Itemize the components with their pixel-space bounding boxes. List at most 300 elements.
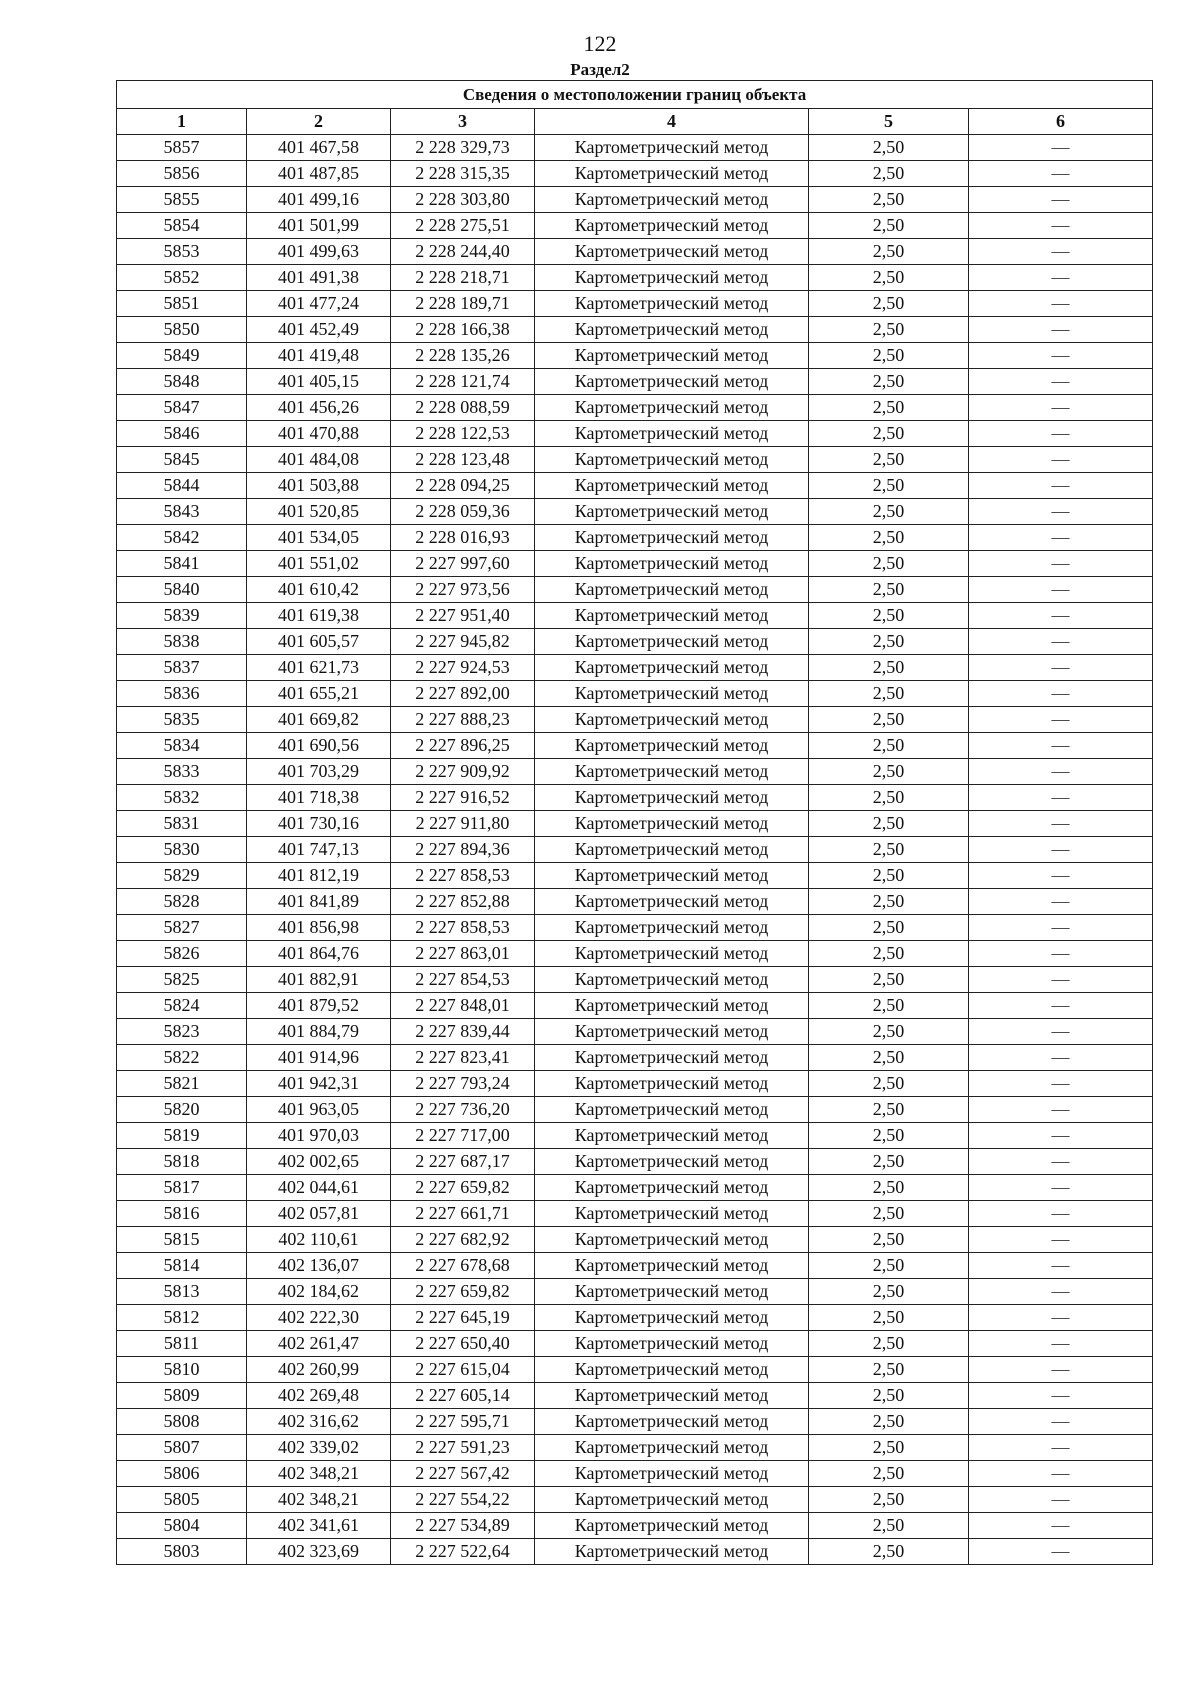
cell-description: —: [969, 317, 1153, 343]
cell-coord-y: 2 227 682,92: [391, 1227, 535, 1253]
cell-point-number: 5852: [117, 265, 247, 291]
cell-accuracy: 2,50: [809, 213, 969, 239]
cell-accuracy: 2,50: [809, 577, 969, 603]
table-row: [117, 1331, 1153, 1357]
cell-coord-x: 401 619,38: [247, 603, 391, 629]
cell-coord-y: 2 227 896,25: [391, 733, 535, 759]
cell-point-number: 5845: [117, 447, 247, 473]
table-row: [117, 1227, 1153, 1253]
cell-method: Картометрический метод: [535, 135, 809, 161]
cell-coord-y: 2 227 945,82: [391, 629, 535, 655]
cell-coord-y: 2 227 554,22: [391, 1487, 535, 1513]
cell-accuracy: 2,50: [809, 941, 969, 967]
cell-coord-y: 2 228 135,26: [391, 343, 535, 369]
cell-description: —: [969, 811, 1153, 837]
cell-accuracy: 2,50: [809, 447, 969, 473]
table-row: [117, 889, 1153, 915]
cell-point-number: 5812: [117, 1305, 247, 1331]
cell-point-number: 5821: [117, 1071, 247, 1097]
cell-description: —: [969, 655, 1153, 681]
table-body: [117, 135, 1153, 1565]
cell-description: —: [969, 889, 1153, 915]
cell-method: Картометрический метод: [535, 603, 809, 629]
cell-point-number: 5813: [117, 1279, 247, 1305]
cell-point-number: 5819: [117, 1123, 247, 1149]
table-row: [117, 1149, 1153, 1175]
cell-point-number: 5831: [117, 811, 247, 837]
cell-point-number: 5826: [117, 941, 247, 967]
cell-description: —: [969, 499, 1153, 525]
cell-description: —: [969, 941, 1153, 967]
cell-point-number: 5817: [117, 1175, 247, 1201]
cell-coord-x: 401 419,48: [247, 343, 391, 369]
table-row: [117, 1461, 1153, 1487]
cell-coord-x: 401 610,42: [247, 577, 391, 603]
table-row: [117, 1357, 1153, 1383]
cell-method: Картометрический метод: [535, 525, 809, 551]
cell-description: —: [969, 1045, 1153, 1071]
cell-accuracy: 2,50: [809, 1019, 969, 1045]
cell-description: —: [969, 1383, 1153, 1409]
cell-coord-y: 2 228 059,36: [391, 499, 535, 525]
cell-point-number: 5818: [117, 1149, 247, 1175]
cell-coord-y: 2 227 717,00: [391, 1123, 535, 1149]
cell-method: Картометрический метод: [535, 291, 809, 317]
cell-point-number: 5836: [117, 681, 247, 707]
cell-coord-y: 2 227 567,42: [391, 1461, 535, 1487]
cell-point-number: 5833: [117, 759, 247, 785]
cell-method: Картометрический метод: [535, 1279, 809, 1305]
cell-coord-x: 401 605,57: [247, 629, 391, 655]
cell-coord-y: 2 228 303,80: [391, 187, 535, 213]
cell-description: —: [969, 473, 1153, 499]
cell-point-number: 5815: [117, 1227, 247, 1253]
cell-method: Картометрический метод: [535, 317, 809, 343]
cell-point-number: 5832: [117, 785, 247, 811]
cell-method: Картометрический метод: [535, 1383, 809, 1409]
table-row: [117, 1383, 1153, 1409]
cell-coord-y: 2 227 591,23: [391, 1435, 535, 1461]
cell-coord-y: 2 227 615,04: [391, 1357, 535, 1383]
cell-coord-x: 402 110,61: [247, 1227, 391, 1253]
cell-coord-x: 401 491,38: [247, 265, 391, 291]
cell-accuracy: 2,50: [809, 1279, 969, 1305]
cell-accuracy: 2,50: [809, 655, 969, 681]
cell-method: Картометрический метод: [535, 1331, 809, 1357]
table-row: [117, 967, 1153, 993]
cell-method: Картометрический метод: [535, 1253, 809, 1279]
cell-method: Картометрический метод: [535, 1149, 809, 1175]
cell-coord-x: 401 730,16: [247, 811, 391, 837]
cell-point-number: 5855: [117, 187, 247, 213]
cell-coord-x: 401 452,49: [247, 317, 391, 343]
cell-point-number: 5856: [117, 161, 247, 187]
cell-accuracy: 2,50: [809, 1435, 969, 1461]
cell-coord-y: 2 228 189,71: [391, 291, 535, 317]
cell-coord-y: 2 227 659,82: [391, 1175, 535, 1201]
cell-accuracy: 2,50: [809, 863, 969, 889]
table-row: [117, 915, 1153, 941]
cell-coord-x: 401 914,96: [247, 1045, 391, 1071]
cell-description: —: [969, 785, 1153, 811]
cell-description: —: [969, 1097, 1153, 1123]
cell-description: —: [969, 707, 1153, 733]
cell-accuracy: 2,50: [809, 707, 969, 733]
cell-description: —: [969, 629, 1153, 655]
cell-coord-x: 401 856,98: [247, 915, 391, 941]
cell-coord-y: 2 227 916,52: [391, 785, 535, 811]
cell-coord-y: 2 227 645,19: [391, 1305, 535, 1331]
cell-method: Картометрический метод: [535, 915, 809, 941]
cell-coord-x: 401 841,89: [247, 889, 391, 915]
cell-coord-y: 2 227 650,40: [391, 1331, 535, 1357]
cell-point-number: 5848: [117, 369, 247, 395]
cell-accuracy: 2,50: [809, 1227, 969, 1253]
cell-point-number: 5851: [117, 291, 247, 317]
cell-accuracy: 2,50: [809, 915, 969, 941]
cell-method: Картометрический метод: [535, 707, 809, 733]
table-row: [117, 759, 1153, 785]
table-row: [117, 733, 1153, 759]
table-row: [117, 161, 1153, 187]
cell-method: Картометрический метод: [535, 1045, 809, 1071]
cell-description: —: [969, 1201, 1153, 1227]
table-row: [117, 395, 1153, 421]
cell-point-number: 5828: [117, 889, 247, 915]
cell-point-number: 5808: [117, 1409, 247, 1435]
table-row: [117, 1513, 1153, 1539]
cell-coord-x: 401 718,38: [247, 785, 391, 811]
cell-coord-y: 2 227 858,53: [391, 915, 535, 941]
cell-coord-y: 2 227 823,41: [391, 1045, 535, 1071]
table-row: [117, 187, 1153, 213]
cell-coord-y: 2 227 839,44: [391, 1019, 535, 1045]
cell-coord-x: 402 222,30: [247, 1305, 391, 1331]
cell-point-number: 5827: [117, 915, 247, 941]
table-row: [117, 1201, 1153, 1227]
cell-coord-x: 401 621,73: [247, 655, 391, 681]
cell-description: —: [969, 447, 1153, 473]
cell-point-number: 5839: [117, 603, 247, 629]
cell-point-number: 5807: [117, 1435, 247, 1461]
table-row: [117, 1019, 1153, 1045]
cell-coord-y: 2 227 924,53: [391, 655, 535, 681]
cell-coord-y: 2 227 736,20: [391, 1097, 535, 1123]
cell-coord-x: 401 963,05: [247, 1097, 391, 1123]
cell-accuracy: 2,50: [809, 1383, 969, 1409]
table-row: [117, 1305, 1153, 1331]
cell-description: —: [969, 1513, 1153, 1539]
cell-accuracy: 2,50: [809, 239, 969, 265]
cell-coord-x: 401 456,26: [247, 395, 391, 421]
cell-coord-x: 401 669,82: [247, 707, 391, 733]
cell-accuracy: 2,50: [809, 785, 969, 811]
cell-method: Картометрический метод: [535, 759, 809, 785]
cell-coord-x: 401 503,88: [247, 473, 391, 499]
table-row: [117, 707, 1153, 733]
cell-accuracy: 2,50: [809, 161, 969, 187]
cell-point-number: 5853: [117, 239, 247, 265]
cell-method: Картометрический метод: [535, 421, 809, 447]
cell-description: —: [969, 265, 1153, 291]
cell-point-number: 5844: [117, 473, 247, 499]
cell-method: Картометрический метод: [535, 213, 809, 239]
cell-method: Картометрический метод: [535, 1305, 809, 1331]
cell-description: —: [969, 551, 1153, 577]
cell-coord-y: 2 227 793,24: [391, 1071, 535, 1097]
cell-accuracy: 2,50: [809, 317, 969, 343]
cell-description: —: [969, 343, 1153, 369]
table-row: [117, 681, 1153, 707]
table-row: [117, 421, 1153, 447]
cell-description: —: [969, 1071, 1153, 1097]
table-row: [117, 1539, 1153, 1565]
table-row: [117, 447, 1153, 473]
cell-description: —: [969, 863, 1153, 889]
cell-accuracy: 2,50: [809, 1305, 969, 1331]
cell-point-number: 5840: [117, 577, 247, 603]
cell-description: —: [969, 161, 1153, 187]
cell-coord-y: 2 227 858,53: [391, 863, 535, 889]
cell-method: Картометрический метод: [535, 889, 809, 915]
cell-point-number: 5835: [117, 707, 247, 733]
cell-accuracy: 2,50: [809, 993, 969, 1019]
cell-description: —: [969, 681, 1153, 707]
cell-method: Картометрический метод: [535, 1175, 809, 1201]
cell-coord-y: 2 227 595,71: [391, 1409, 535, 1435]
cell-coord-x: 402 002,65: [247, 1149, 391, 1175]
column-header-6: 6: [969, 109, 1153, 135]
table-row: [117, 993, 1153, 1019]
cell-point-number: 5809: [117, 1383, 247, 1409]
cell-point-number: 5834: [117, 733, 247, 759]
cell-coord-x: 402 260,99: [247, 1357, 391, 1383]
cell-method: Картометрический метод: [535, 1435, 809, 1461]
cell-coord-y: 2 228 329,73: [391, 135, 535, 161]
cell-point-number: 5837: [117, 655, 247, 681]
table-row: [117, 525, 1153, 551]
cell-accuracy: 2,50: [809, 499, 969, 525]
cell-method: Картометрический метод: [535, 1227, 809, 1253]
cell-accuracy: 2,50: [809, 1123, 969, 1149]
table-title: Сведения о местоположении границ объекта: [117, 81, 1153, 109]
cell-coord-y: 2 227 687,17: [391, 1149, 535, 1175]
cell-method: Картометрический метод: [535, 447, 809, 473]
cell-description: —: [969, 1253, 1153, 1279]
cell-accuracy: 2,50: [809, 1513, 969, 1539]
cell-coord-y: 2 228 016,93: [391, 525, 535, 551]
cell-accuracy: 2,50: [809, 473, 969, 499]
cell-method: Картометрический метод: [535, 941, 809, 967]
table-row: [117, 837, 1153, 863]
column-header-3: 3: [391, 109, 535, 135]
cell-coord-y: 2 227 911,80: [391, 811, 535, 837]
cell-method: Картометрический метод: [535, 1019, 809, 1045]
cell-coord-y: 2 227 534,89: [391, 1513, 535, 1539]
cell-point-number: 5825: [117, 967, 247, 993]
cell-point-number: 5820: [117, 1097, 247, 1123]
cell-point-number: 5846: [117, 421, 247, 447]
table-caption-row: [117, 81, 1153, 109]
cell-point-number: 5814: [117, 1253, 247, 1279]
cell-accuracy: 2,50: [809, 811, 969, 837]
cell-description: —: [969, 1331, 1153, 1357]
table-row: [117, 863, 1153, 889]
cell-description: —: [969, 1279, 1153, 1305]
cell-method: Картометрический метод: [535, 1071, 809, 1097]
cell-description: —: [969, 915, 1153, 941]
cell-accuracy: 2,50: [809, 525, 969, 551]
table-row: [117, 1253, 1153, 1279]
table-row: [117, 1123, 1153, 1149]
cell-coord-y: 2 227 951,40: [391, 603, 535, 629]
cell-method: Картометрический метод: [535, 811, 809, 837]
cell-description: —: [969, 1019, 1153, 1045]
table-row: [117, 1435, 1153, 1461]
cell-coord-y: 2 228 088,59: [391, 395, 535, 421]
cell-point-number: 5849: [117, 343, 247, 369]
cell-coord-x: 401 879,52: [247, 993, 391, 1019]
cell-method: Картометрический метод: [535, 733, 809, 759]
column-header-1: 1: [117, 109, 247, 135]
cell-description: —: [969, 421, 1153, 447]
cell-coord-x: 402 316,62: [247, 1409, 391, 1435]
cell-coord-x: 401 467,58: [247, 135, 391, 161]
section-title: Раздел2: [570, 60, 630, 79]
table-row: [117, 1045, 1153, 1071]
cell-accuracy: 2,50: [809, 1045, 969, 1071]
cell-point-number: 5829: [117, 863, 247, 889]
table-row: [117, 317, 1153, 343]
cell-method: Картометрический метод: [535, 1201, 809, 1227]
cell-method: Картометрический метод: [535, 967, 809, 993]
cell-coord-x: 401 882,91: [247, 967, 391, 993]
cell-coord-x: 401 864,76: [247, 941, 391, 967]
table-row: [117, 629, 1153, 655]
cell-method: Картометрический метод: [535, 1513, 809, 1539]
cell-point-number: 5805: [117, 1487, 247, 1513]
cell-coord-x: 401 703,29: [247, 759, 391, 785]
page-number: 122: [583, 31, 617, 56]
cell-accuracy: 2,50: [809, 1357, 969, 1383]
cell-description: —: [969, 603, 1153, 629]
cell-coord-y: 2 228 218,71: [391, 265, 535, 291]
cell-coord-x: 401 470,88: [247, 421, 391, 447]
column-header-5: 5: [809, 109, 969, 135]
cell-coord-x: 401 884,79: [247, 1019, 391, 1045]
cell-point-number: 5854: [117, 213, 247, 239]
cell-accuracy: 2,50: [809, 967, 969, 993]
cell-point-number: 5830: [117, 837, 247, 863]
cell-accuracy: 2,50: [809, 369, 969, 395]
cell-description: —: [969, 577, 1153, 603]
cell-coord-y: 2 227 848,01: [391, 993, 535, 1019]
cell-description: —: [969, 1175, 1153, 1201]
cell-coord-y: 2 227 997,60: [391, 551, 535, 577]
cell-accuracy: 2,50: [809, 1331, 969, 1357]
cell-accuracy: 2,50: [809, 395, 969, 421]
cell-coord-x: 401 477,24: [247, 291, 391, 317]
cell-description: —: [969, 993, 1153, 1019]
cell-description: —: [969, 1461, 1153, 1487]
cell-accuracy: 2,50: [809, 1071, 969, 1097]
table-row: [117, 785, 1153, 811]
table-row: [117, 213, 1153, 239]
cell-coord-y: 2 227 659,82: [391, 1279, 535, 1305]
cell-description: —: [969, 733, 1153, 759]
column-header-2: 2: [247, 109, 391, 135]
cell-point-number: 5810: [117, 1357, 247, 1383]
cell-coord-y: 2 228 123,48: [391, 447, 535, 473]
cell-description: —: [969, 1357, 1153, 1383]
table-row: [117, 577, 1153, 603]
cell-description: —: [969, 967, 1153, 993]
cell-method: Картометрический метод: [535, 499, 809, 525]
cell-point-number: 5841: [117, 551, 247, 577]
cell-coord-x: 401 499,63: [247, 239, 391, 265]
cell-accuracy: 2,50: [809, 733, 969, 759]
cell-description: —: [969, 1409, 1153, 1435]
cell-point-number: 5838: [117, 629, 247, 655]
cell-method: Картометрический метод: [535, 265, 809, 291]
cell-coord-y: 2 228 275,51: [391, 213, 535, 239]
cell-method: Картометрический метод: [535, 785, 809, 811]
table-row: [117, 1409, 1153, 1435]
cell-coord-x: 401 747,13: [247, 837, 391, 863]
cell-description: —: [969, 395, 1153, 421]
cell-coord-x: 401 501,99: [247, 213, 391, 239]
table-row: [117, 603, 1153, 629]
cell-accuracy: 2,50: [809, 135, 969, 161]
cell-coord-x: 401 690,56: [247, 733, 391, 759]
cell-method: Картометрический метод: [535, 1461, 809, 1487]
cell-description: —: [969, 369, 1153, 395]
cell-point-number: 5843: [117, 499, 247, 525]
cell-point-number: 5806: [117, 1461, 247, 1487]
table-row: [117, 1097, 1153, 1123]
table-row: [117, 369, 1153, 395]
cell-coord-y: 2 228 315,35: [391, 161, 535, 187]
cell-description: —: [969, 1149, 1153, 1175]
cell-coord-x: 401 812,19: [247, 863, 391, 889]
cell-description: —: [969, 1123, 1153, 1149]
cell-point-number: 5857: [117, 135, 247, 161]
cell-accuracy: 2,50: [809, 1097, 969, 1123]
cell-accuracy: 2,50: [809, 421, 969, 447]
table-row: [117, 343, 1153, 369]
cell-description: —: [969, 1539, 1153, 1565]
cell-method: Картометрический метод: [535, 1097, 809, 1123]
cell-method: Картометрический метод: [535, 369, 809, 395]
cell-method: Картометрический метод: [535, 577, 809, 603]
cell-accuracy: 2,50: [809, 603, 969, 629]
cell-description: —: [969, 1227, 1153, 1253]
table-row: [117, 499, 1153, 525]
table-row: [117, 811, 1153, 837]
cell-method: Картометрический метод: [535, 1487, 809, 1513]
cell-coord-x: 401 655,21: [247, 681, 391, 707]
cell-description: —: [969, 1305, 1153, 1331]
cell-coord-y: 2 227 909,92: [391, 759, 535, 785]
table-row: [117, 239, 1153, 265]
cell-accuracy: 2,50: [809, 291, 969, 317]
cell-coord-y: 2 227 863,01: [391, 941, 535, 967]
cell-description: —: [969, 187, 1153, 213]
table-row: [117, 135, 1153, 161]
cell-point-number: 5822: [117, 1045, 247, 1071]
table-row: [117, 291, 1153, 317]
cell-accuracy: 2,50: [809, 1175, 969, 1201]
